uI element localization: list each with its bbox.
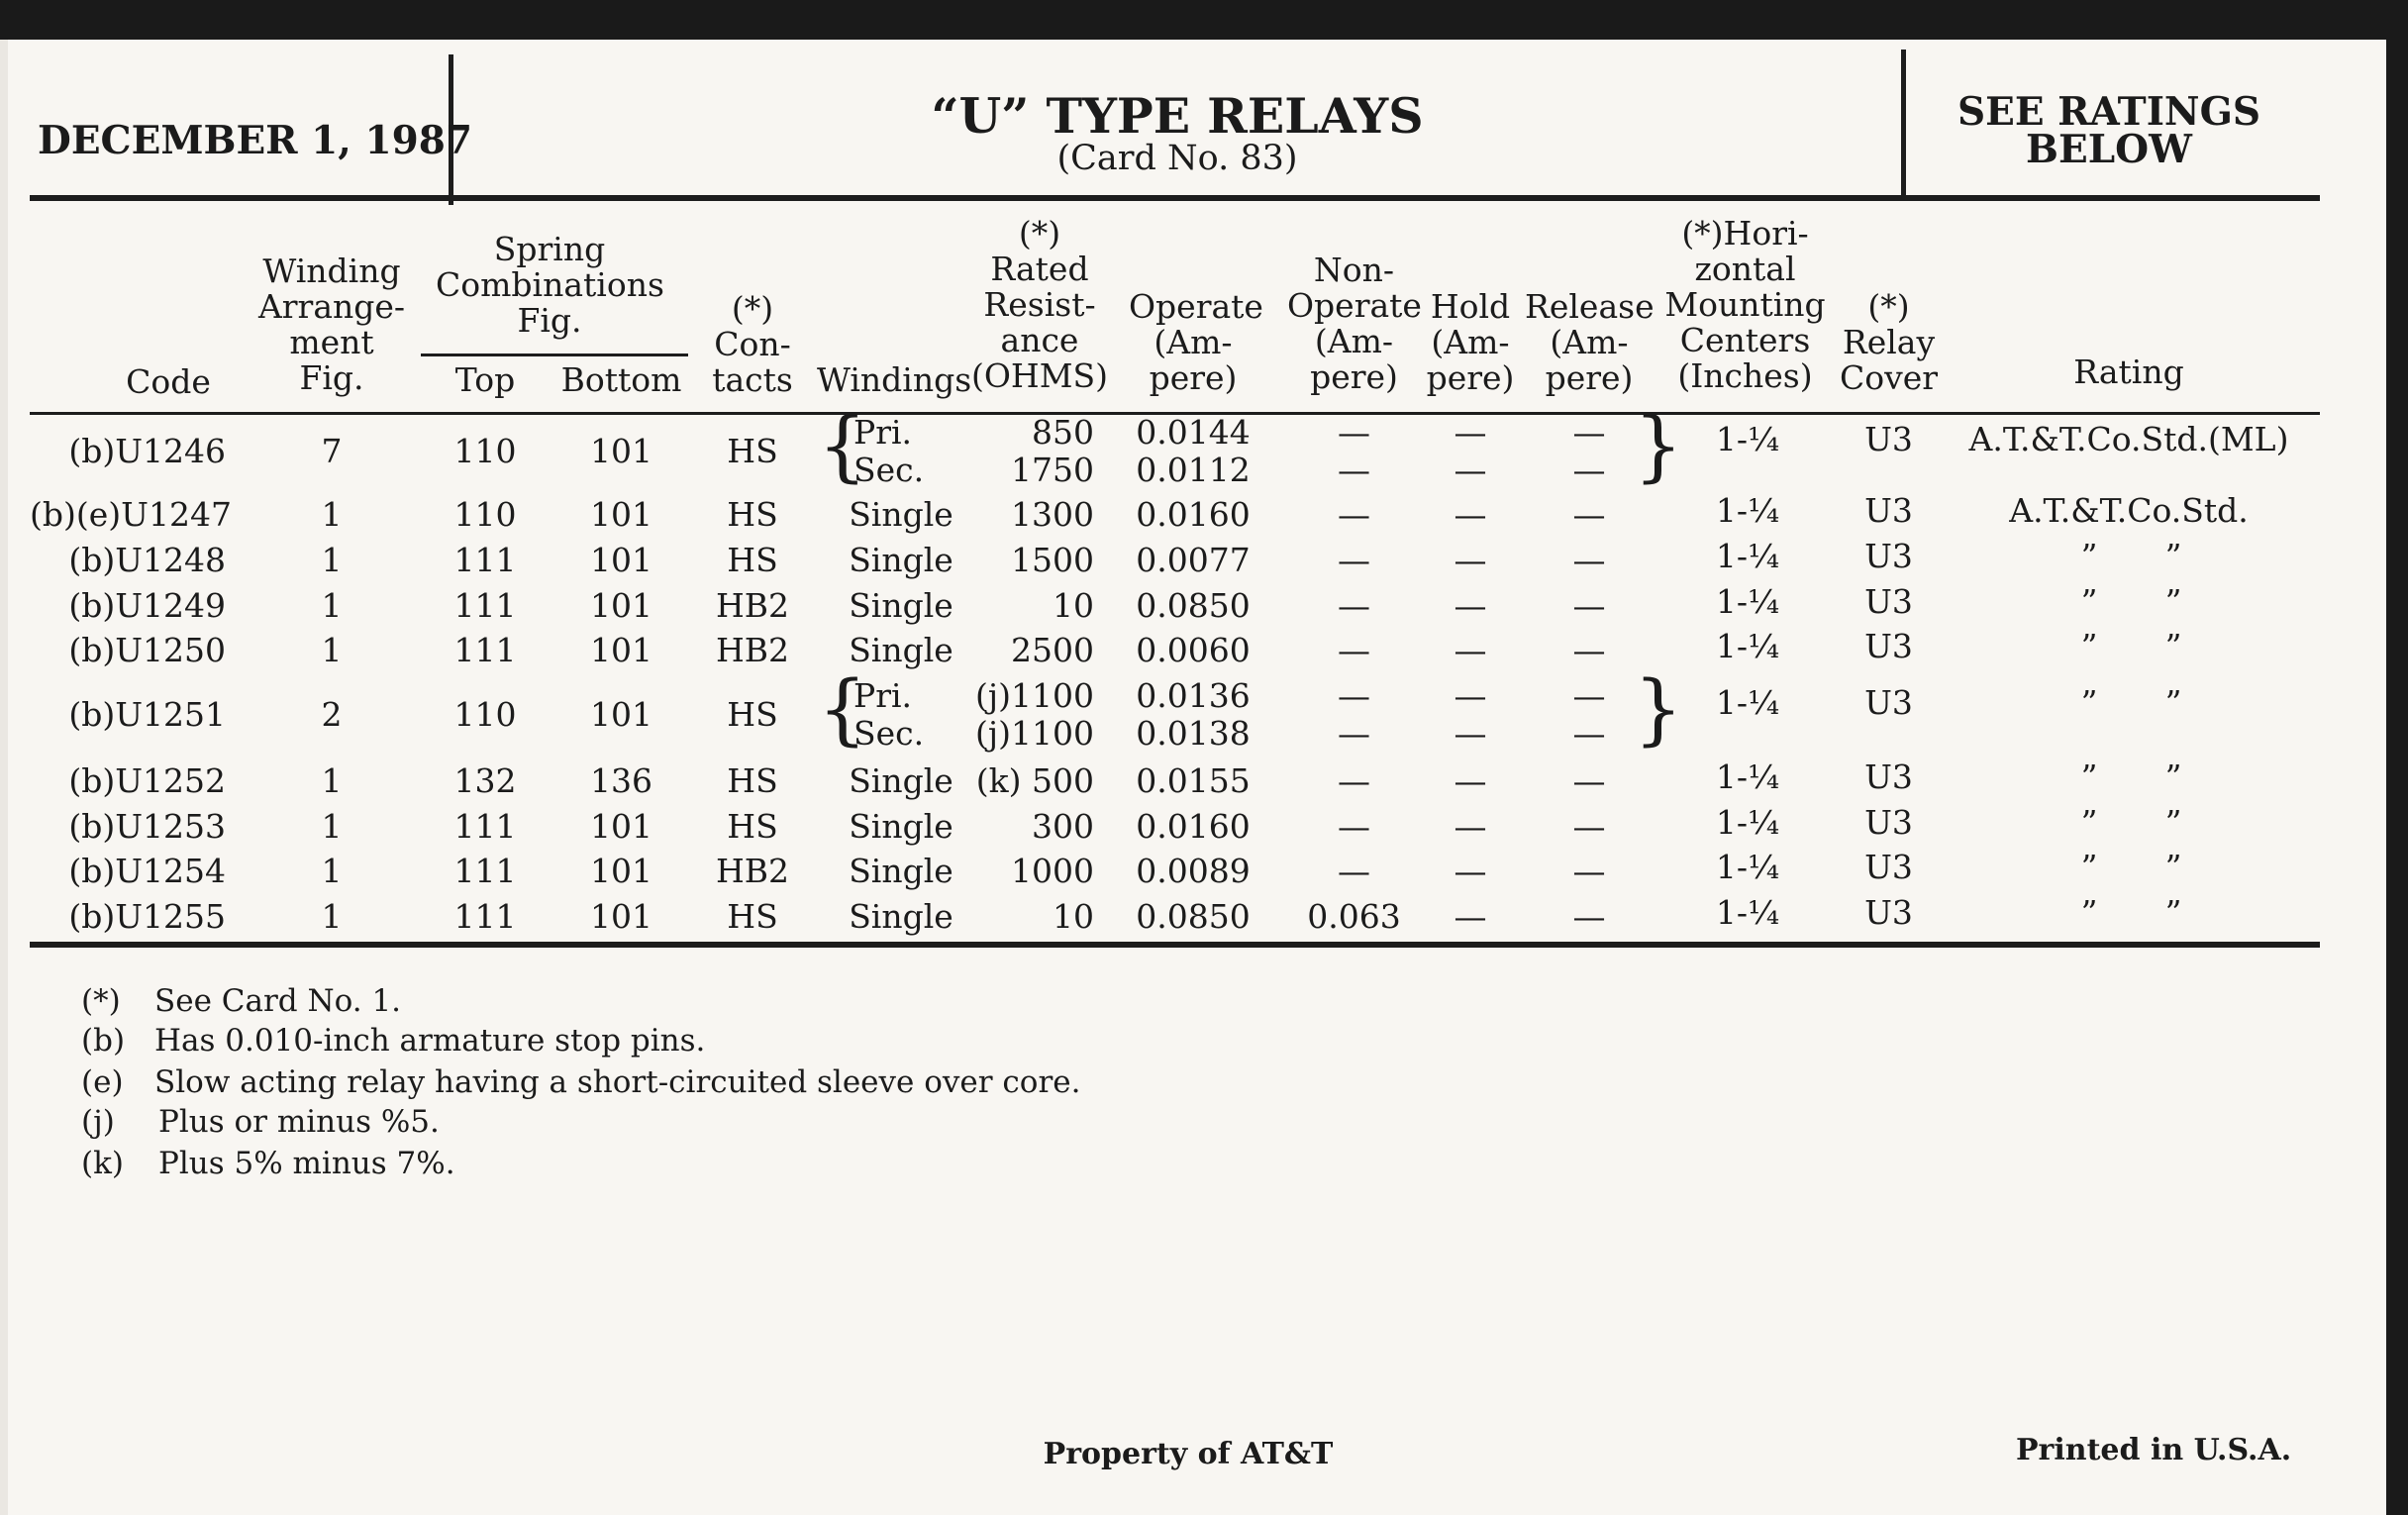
spring-subheader-rule [421,354,688,356]
table-cell-resistance: 1500 [1011,541,1094,579]
table-cell-hold-pri: — [1454,676,1487,715]
table-cell-release: — [1572,495,1606,534]
table-cell-rating-ditto: ” [2080,758,2098,796]
table-cell-cover: U3 [1864,537,1913,575]
footnote-mark: (j) [81,1104,115,1140]
table-cell-winding: Single [849,586,953,625]
table-cell-operate-pri: 0.0144 [1136,413,1251,452]
col-header-contacts [698,291,807,398]
footnote-mark: (k) [81,1146,124,1181]
col-header-non-operate [1287,252,1421,395]
table-cell-mounting: 1-¼ [1715,848,1780,886]
table-cell-bottom: 101 [590,432,652,470]
table-cell-cover: U3 [1864,848,1913,886]
col-header-text: Centers [1679,321,1811,359]
table-cell-top: 110 [453,495,517,534]
table-cell-mounting: 1-¼ [1715,491,1780,530]
table-cell-code: (b)(e)U1247 [30,495,232,534]
table-cell-winding-pri: Pri. [853,676,913,715]
col-header-top [436,362,535,398]
table-cell-winding-fig: 1 [321,807,343,846]
table-cell-winding-fig: 1 [321,897,343,936]
table-cell-winding-fig: 1 [321,495,343,534]
table-cell-hold-sec: — [1454,714,1487,753]
table-cell-top: 111 [453,897,517,936]
col-header-winding-arrangement [248,253,416,396]
col-header-relay-cover [1837,289,1941,396]
table-cell-bottom: 136 [590,761,652,800]
table-cell-resistance: 1000 [1011,852,1094,890]
table-cell-top: 110 [453,695,517,734]
col-header-text: Operate [1129,287,1263,326]
table-cell-hold: — [1454,631,1487,669]
table-cell-non-operate: — [1338,495,1370,534]
table-cell-non-operate: — [1338,541,1370,579]
table-cell-rating-ditto: ” [2080,803,2098,842]
table-cell-operate: 0.0850 [1136,897,1251,936]
table-cell-contacts: HS [727,761,778,800]
table-cell-resistance-sec: 1750 [1011,451,1094,489]
col-header-windings-text: Windings [817,360,972,399]
scan-edge-top [0,0,2408,40]
table-cell-winding: Single [849,807,953,846]
table-cell-non-operate: — [1338,807,1370,846]
table-cell-code: (b)U1246 [68,432,226,470]
ratings-note-line2: BELOW [2026,127,2192,172]
table-cell-non-operate-pri: — [1338,676,1370,715]
table-cell-code: (b)U1251 [68,695,226,734]
table-cell-winding-fig: 7 [321,432,343,470]
col-header-release [1525,289,1654,396]
table-cell-contacts: HS [727,541,778,579]
right-brace-icon: } [1634,665,1683,755]
table-cell-non-operate: 0.063 [1307,897,1401,936]
card-date: DECEMBER 1, 1987 [38,118,472,163]
footnote-text: Has 0.010-inch armature stop pins. [154,1023,706,1059]
col-header-text: pere) [1545,358,1634,397]
table-cell-winding-pri: Pri. [853,413,913,452]
table-cell-code: (b)U1248 [68,541,226,579]
table-cell-winding-fig: 1 [321,761,343,800]
table-cell-code: (b)U1250 [68,631,226,669]
table-cell-top: 111 [453,807,517,846]
footnote-text: Slow acting relay having a short-circuited sleeve over core. [154,1064,1081,1100]
col-header-text: (Am- [1550,323,1629,361]
table-cell-non-operate: — [1338,631,1370,669]
footnote-mark: (b) [81,1023,126,1059]
col-header-operate [1129,287,1263,397]
col-header-text: Winding [262,252,401,290]
table-cell-contacts: HS [727,495,778,534]
table-cell-resistance: (k) 500 [975,761,1094,800]
table-cell-hold: — [1454,586,1487,625]
table-cell-rating-ditto: ” [2164,627,2182,665]
col-header-text: (Am- [1431,323,1510,361]
table-cell-rating-ditto: ” [2164,537,2182,575]
table-cell-code: (b)U1255 [68,897,226,936]
col-header-text: pere) [1310,357,1398,396]
table-cell-cover: U3 [1864,627,1913,665]
table-cell-cover: U3 [1864,803,1913,842]
table-cell-top: 132 [453,761,517,800]
col-header-rating-text: Rating [2073,353,2184,391]
table-cell-operate-sec: 0.0138 [1136,714,1251,753]
col-header-text: Fig. [517,301,582,340]
table-cell-rating-ditto: ” [2080,537,2098,575]
table-cell-rating-ditto: ” [2164,758,2182,796]
table-cell-bottom: 101 [590,495,652,534]
table-cell-non-operate: — [1338,852,1370,890]
table-cell-operate: 0.0160 [1136,495,1251,534]
left-brace-icon: { [818,402,867,491]
table-bottom-rule [30,942,2320,948]
table-cell-contacts: HS [727,807,778,846]
table-cell-winding-sec: Sec. [853,451,925,489]
table-cell-code: (b)U1253 [68,807,226,846]
table-cell-top: 110 [453,432,517,470]
table-cell-bottom: 101 [590,695,652,734]
col-header-text: Relay [1842,323,1936,361]
table-cell-release-sec: — [1572,451,1606,489]
table-cell-release: — [1572,761,1606,800]
table-cell-resistance: 300 [1032,807,1094,846]
col-header-text: (Inches) [1677,356,1813,395]
table-cell-cover: U3 [1864,491,1913,530]
table-cell-operate: 0.0155 [1136,761,1251,800]
table-cell-cover: U3 [1864,420,1913,458]
table-cell-operate: 0.0089 [1136,852,1251,890]
table-cell-winding-fig: 1 [321,852,343,890]
table-cell-winding: Single [849,761,953,800]
table-cell-rating: A.T.&T.Co.Std.(ML) [1968,420,2289,458]
table-cell-mounting: 1-¼ [1715,582,1780,621]
left-brace-icon: { [818,665,867,755]
ratings-note-line1: SEE RATINGS [1956,89,2261,135]
col-header-text: pere) [1149,358,1238,397]
table-cell-release: — [1572,586,1606,625]
col-header-text: tacts [712,360,793,399]
col-header-rated-resistance [965,216,1114,394]
table-cell-rating-ditto: ” [2164,893,2182,932]
table-cell-winding: Single [849,852,953,890]
table-cell-winding-fig: 1 [321,586,343,625]
table-cell-release-sec: — [1572,714,1606,753]
table-cell-non-operate: — [1338,586,1370,625]
table-cell-hold-pri: — [1454,413,1487,452]
col-header-text: Mounting [1664,285,1826,324]
table-cell-mounting: 1-¼ [1715,893,1780,932]
table-cell-winding-fig: 2 [321,695,343,734]
table-cell-rating-ditto: ” [2080,683,2098,722]
table-cell-winding: Single [849,541,953,579]
table-cell-rating-ditto: ” [2080,582,2098,621]
table-cell-cover: U3 [1864,758,1913,796]
table-cell-contacts: HB2 [715,586,790,625]
table-cell-release: — [1572,897,1606,936]
table-cell-rating-ditto: ” [2080,848,2098,886]
table-cell-top: 111 [453,631,517,669]
table-cell-winding: Single [849,495,953,534]
table-cell-rating-ditto: ” [2080,627,2098,665]
table-cell-hold: — [1454,807,1487,846]
col-header-text: Release [1525,287,1655,326]
table-cell-hold: — [1454,852,1487,890]
col-header-text: (OHMS) [971,356,1108,395]
footnote-text: See Card No. 1. [154,983,402,1019]
table-cell-contacts: HB2 [715,852,790,890]
table-cell-hold: — [1454,495,1487,534]
table-cell-rating-ditto: ” [2164,803,2182,842]
header-rule [30,195,2320,201]
table-cell-resistance-pri: (j)1100 [975,676,1094,715]
table-cell-winding-fig: 1 [321,541,343,579]
table-cell-release-pri: — [1572,676,1606,715]
table-cell-rating-ditto: ” [2164,683,2182,722]
table-cell-bottom: 101 [590,586,652,625]
table-cell-non-operate-pri: — [1338,413,1370,452]
table-cell-cover: U3 [1864,893,1913,932]
table-cell-release-pri: — [1572,413,1606,452]
table-cell-non-operate-sec: — [1338,451,1370,489]
footnote-mark: (e) [81,1064,124,1100]
footnote-mark: (*) [81,983,121,1019]
table-cell-non-operate-sec: — [1338,714,1370,753]
col-header-text: Con- [714,325,791,363]
card-number: (Card No. 83) [1056,139,1298,178]
footnote-text: Plus or minus %5. [158,1104,440,1140]
col-header-code-text: Code [126,362,211,401]
col-header-text: (Am- [1154,323,1233,361]
col-header-text: Operate [1287,286,1422,325]
table-cell-bottom: 101 [590,631,652,669]
col-header-spring-combinations [436,232,663,339]
table-cell-release: — [1572,852,1606,890]
table-cell-resistance: 1300 [1011,495,1094,534]
col-header-text: Non- [1313,251,1395,289]
col-header-text: ance [1000,321,1079,359]
col-header-windings [817,362,970,398]
table-cell-hold: — [1454,541,1487,579]
table-cell-winding-sec: Sec. [853,714,925,753]
table-cell-resistance: 10 [1053,897,1094,936]
table-cell-release: — [1572,807,1606,846]
table-cell-rating: A.T.&T.Co.Std. [2009,491,2249,530]
col-header-bottom-text: Bottom [560,360,682,399]
table-cell-bottom: 101 [590,541,652,579]
col-header-text: zontal [1694,250,1796,288]
col-header-text: pere) [1426,358,1515,397]
table-cell-rating-ditto: ” [2164,848,2182,886]
col-header-text: (*) [1867,287,1910,326]
col-header-mounting-centers [1663,216,1827,394]
table-cell-non-operate: — [1338,761,1370,800]
table-cell-mounting: 1-¼ [1715,758,1780,796]
col-header-text: (*) [1018,214,1061,252]
table-cell-code: (b)U1249 [68,586,226,625]
printed-notice: Printed in U.S.A. [2016,1433,2292,1467]
table-cell-code: (b)U1252 [68,761,226,800]
table-cell-contacts: HS [727,897,778,936]
col-header-text: Fig. [299,358,364,397]
right-brace-icon: } [1634,402,1683,491]
col-header-text: Spring [493,230,606,268]
table-cell-mounting: 1-¼ [1715,683,1780,722]
col-header-text: Arrange- [257,287,406,326]
table-cell-operate: 0.0160 [1136,807,1251,846]
scan-edge-right [2386,0,2408,1515]
table-cell-contacts: HS [727,695,778,734]
table-cell-operate-pri: 0.0136 [1136,676,1251,715]
table-cell-bottom: 101 [590,897,652,936]
table-cell-cover: U3 [1864,582,1913,621]
col-header-text: (Am- [1314,322,1394,360]
table-cell-hold: — [1454,761,1487,800]
property-notice: Property of AT&T [1043,1437,1334,1471]
table-cell-mounting: 1-¼ [1715,627,1780,665]
col-header-text: (*) [731,289,774,328]
table-cell-mounting: 1-¼ [1715,803,1780,842]
table-cell-bottom: 101 [590,807,652,846]
table-cell-cover: U3 [1864,683,1913,722]
table-cell-hold: — [1454,897,1487,936]
table-cell-mounting: 1-¼ [1715,537,1780,575]
table-cell-top: 111 [453,586,517,625]
col-header-text: (*)Hori- [1681,214,1809,252]
col-header-hold [1421,289,1520,396]
page-title: “U” TYPE RELAYS [931,87,1424,145]
col-header-rating [2010,354,2248,390]
col-header-text: Rated [990,250,1089,288]
table-cell-operate: 0.0077 [1136,541,1251,579]
footnote-text: Plus 5% minus 7%. [158,1146,455,1181]
table-cell-winding: Single [849,631,953,669]
table-cell-operate: 0.0060 [1136,631,1251,669]
table-cell-operate-sec: 0.0112 [1136,451,1251,489]
table-cell-top: 111 [453,541,517,579]
table-cell-release: — [1572,541,1606,579]
table-cell-contacts: HB2 [715,631,790,669]
table-cell-operate: 0.0850 [1136,586,1251,625]
col-header-text: Combinations [436,265,664,304]
table-cell-release: — [1572,631,1606,669]
table-cell-winding-fig: 1 [321,631,343,669]
table-cell-resistance: 10 [1053,586,1094,625]
table-cell-winding: Single [849,897,953,936]
header-divider-right [1901,50,1906,198]
table-cell-contacts: HS [727,432,778,470]
col-header-top-text: Top [454,360,516,399]
table-cell-code: (b)U1254 [68,852,226,890]
table-cell-hold-sec: — [1454,451,1487,489]
table-cell-mounting: 1-¼ [1715,420,1780,458]
table-cell-resistance: 2500 [1011,631,1094,669]
table-cell-top: 111 [453,852,517,890]
col-header-text: ment [289,323,374,361]
col-header-text: Resist- [983,285,1096,324]
col-header-bottom [554,362,688,398]
table-cell-resistance-sec: (j)1100 [975,714,1094,753]
col-header-text: Cover [1839,358,1939,397]
table-cell-rating-ditto: ” [2080,893,2098,932]
col-header-text: Hold [1430,287,1511,326]
col-header-code [109,364,228,400]
table-cell-resistance-pri: 850 [1032,413,1094,452]
table-cell-rating-ditto: ” [2164,582,2182,621]
table-cell-bottom: 101 [590,852,652,890]
